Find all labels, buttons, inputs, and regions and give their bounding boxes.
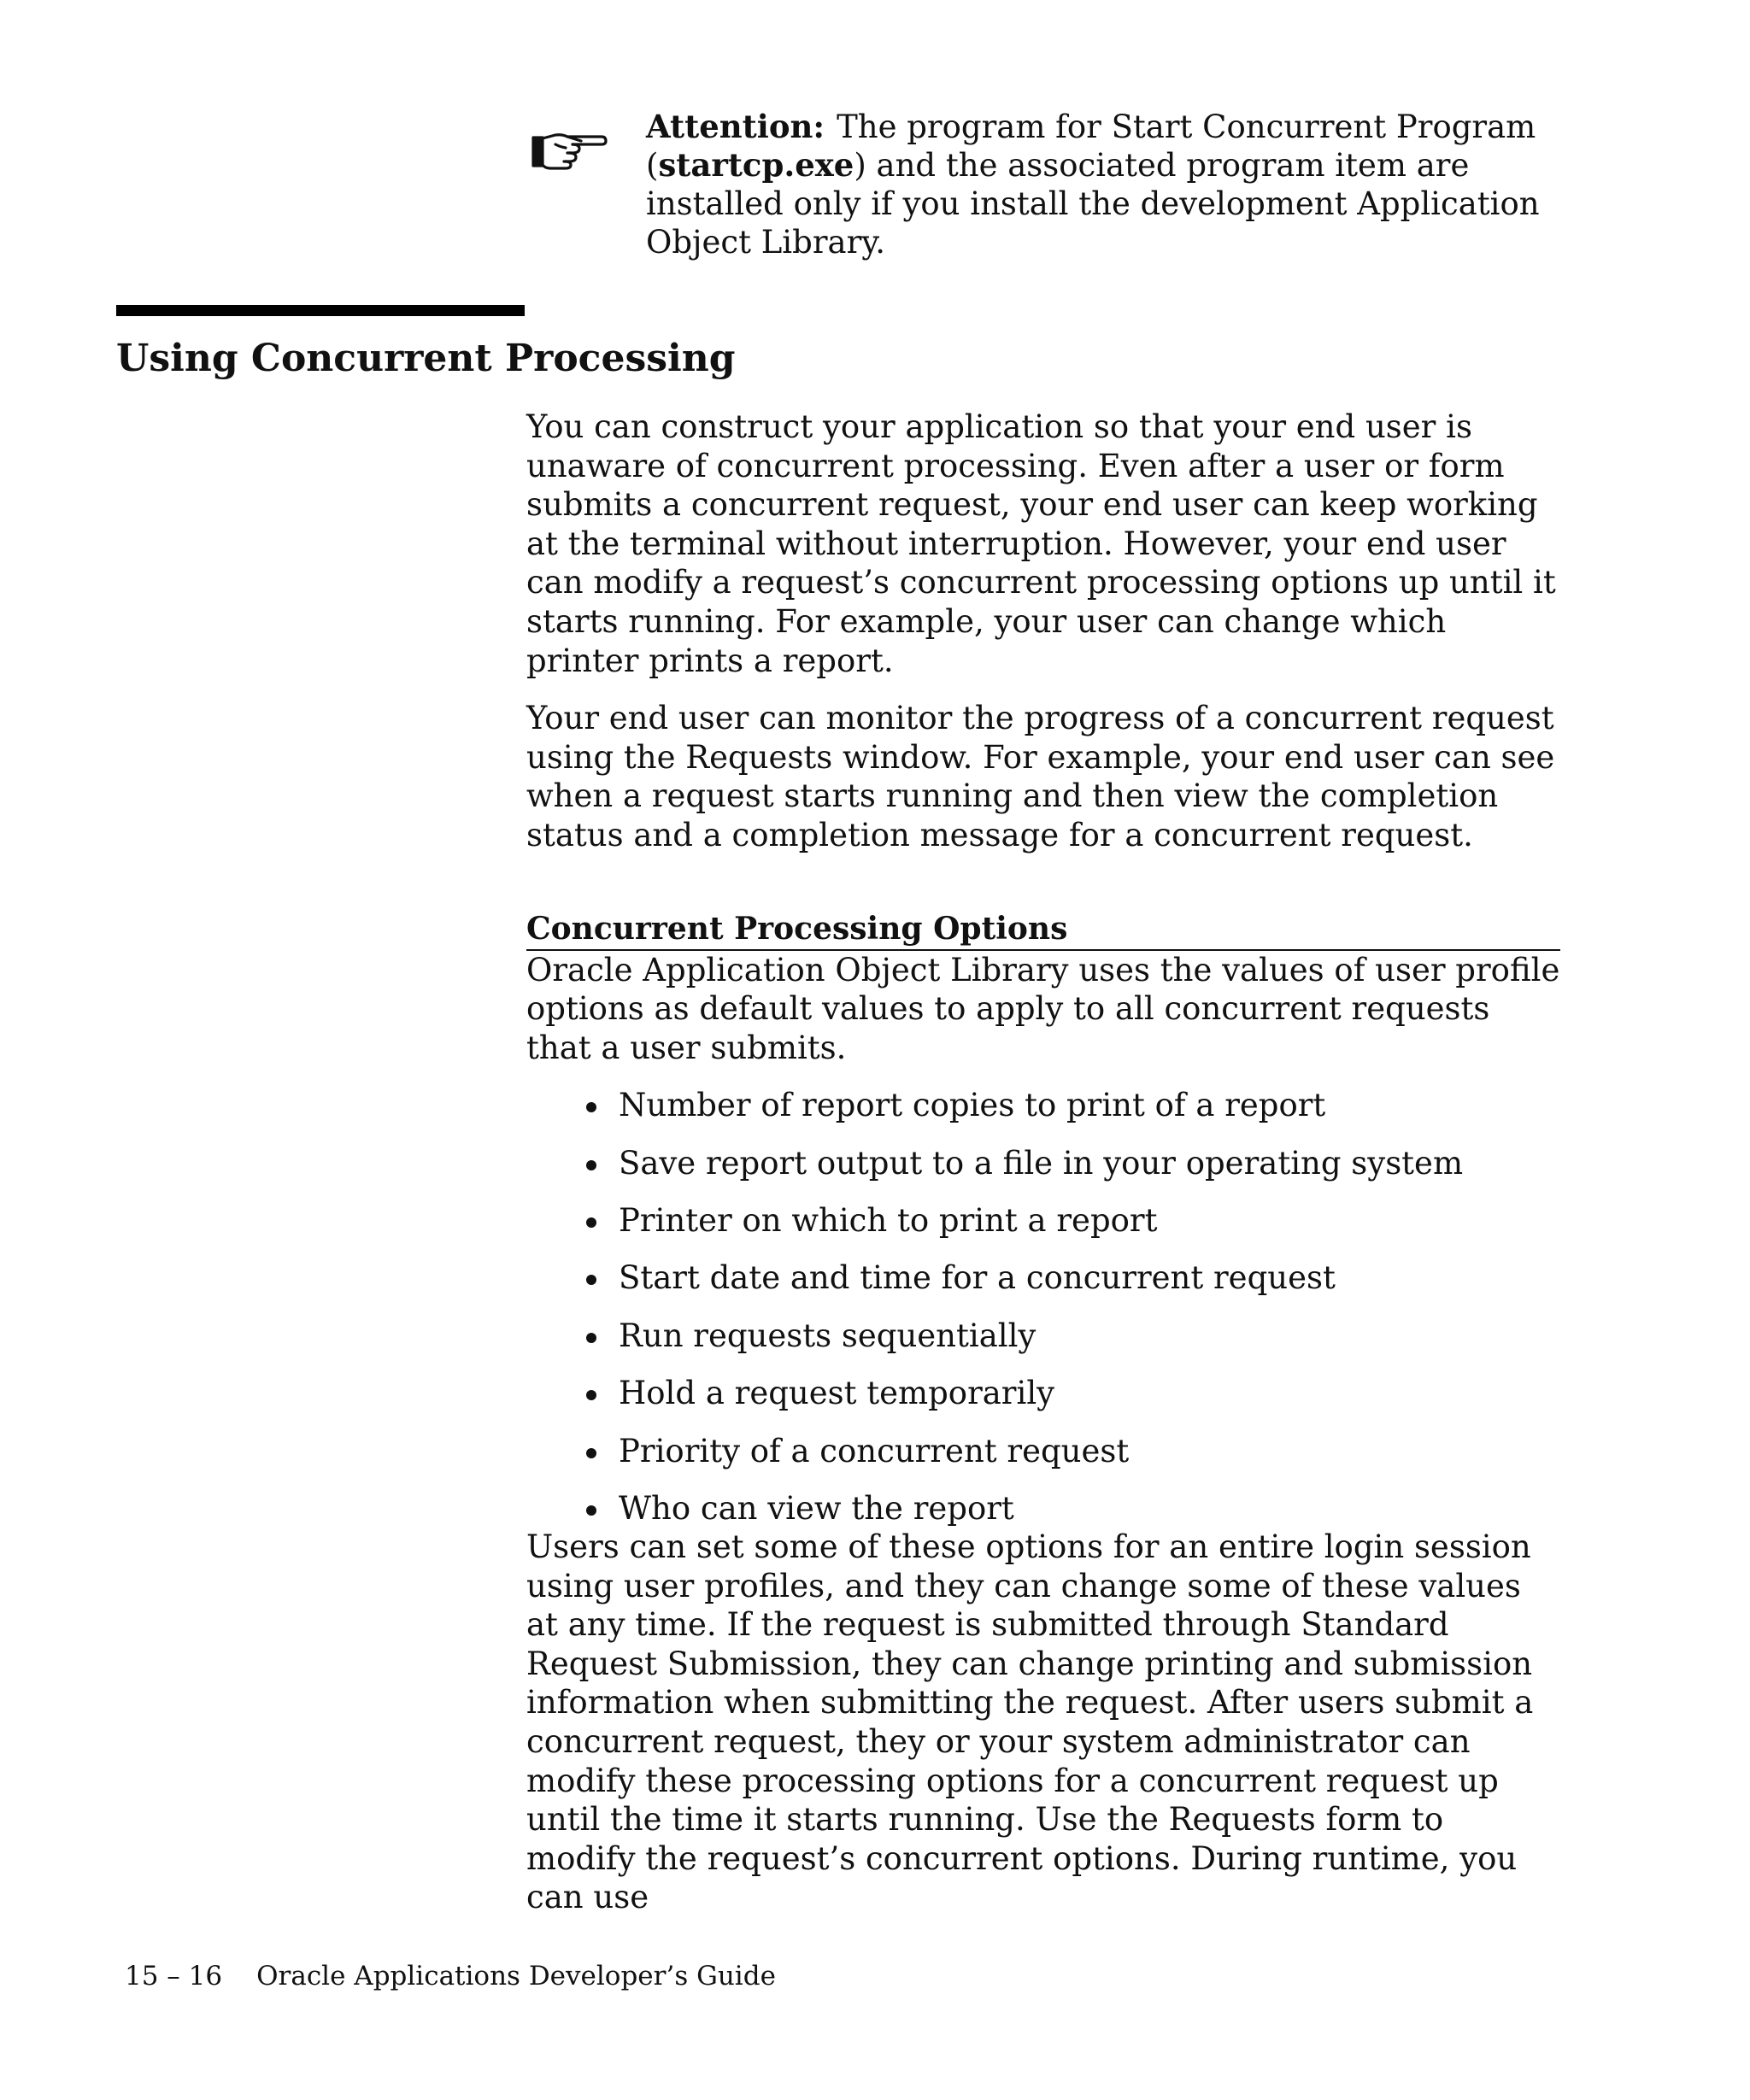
list-item-text: Hold a request temporarily <box>619 1375 1055 1412</box>
list-item <box>526 1258 1560 1297</box>
list-item <box>526 1489 1560 1528</box>
options-list <box>526 1086 1560 1528</box>
body-paragraph: You can construct your application so that your end user is unaware of concurrent processing. Even after a user or form submits a concurrent request, your end user can keep working at the terminal without interruption. However, your end user can modify a request’s concurrent processing options up until it starts running. For example, your user can change which printer prints a report. <box>526 408 1556 679</box>
body-paragraph: Your end user can monitor the progress of a concurrent request using the Requests window. For example, your end user can see when a request starts running and then view the completion status and a completion message for a concurrent request. <box>526 700 1555 853</box>
attention-label: Attention: <box>646 108 825 145</box>
attention-note-text <box>646 108 1586 261</box>
bullet-icon <box>586 1333 596 1343</box>
attention-text-before: The program for Start Concurrent Program ( <box>646 109 1536 184</box>
list-item-text: Number of report copies to print of a report <box>619 1087 1326 1124</box>
body-column <box>526 408 1560 1917</box>
bullet-icon <box>586 1217 596 1228</box>
section-rule <box>116 305 525 316</box>
page-number: 15 – 16 <box>125 1961 223 1991</box>
bullet-icon <box>586 1505 596 1516</box>
bullet-icon <box>586 1160 596 1170</box>
list-item <box>526 1144 1560 1182</box>
list-item-text: Run requests sequentially <box>619 1317 1036 1354</box>
bullet-icon <box>586 1102 596 1112</box>
bullet-icon <box>586 1390 596 1400</box>
bullet-icon <box>586 1275 596 1285</box>
list-item-text: Printer on which to print a report <box>619 1202 1158 1240</box>
list-item-text: Who can view the report <box>619 1490 1014 1528</box>
attention-text-after: ) and the associated program item are installed only if you install the development Application Object Library. <box>646 147 1540 261</box>
section-title: Using Concurrent Processing <box>116 337 736 380</box>
pointing-hand-icon <box>530 130 608 173</box>
list-item-text: Start date and time for a concurrent request <box>619 1259 1336 1297</box>
list-item <box>526 1201 1560 1240</box>
book-title: Oracle Applications Developer’s Guide <box>256 1961 776 1991</box>
list-item <box>526 1317 1560 1355</box>
list-item <box>526 1374 1560 1412</box>
page-footer <box>125 1959 776 1993</box>
attention-program-file: startcp.exe <box>658 146 854 184</box>
bullet-icon <box>586 1448 596 1458</box>
subsection-title: Concurrent Processing Options <box>526 910 1560 951</box>
subsection-intro: Oracle Application Object Library uses the values of user profile options as default values to apply to all concurrent requests that a user submits. <box>526 951 1560 1066</box>
list-item-text: Priority of a concurrent request <box>619 1432 1130 1469</box>
list-item <box>526 1086 1560 1124</box>
list-item-text: Save report output to a file in your operating system <box>619 1144 1464 1182</box>
list-item <box>526 1432 1560 1470</box>
closing-paragraph: Users can set some of these options for an entire login session using user profiles, and they can change some of these values at any time. If the request is submitted through Standard Request Submission, they can change printing and submission information when submitting the request. After users submit a concurrent request, they or your system administrator can modify these processing options for a concurrent request up until the time it starts running. Use the Requests form to modify the request’s concurrent options. During runtime, you can use <box>526 1528 1534 1916</box>
